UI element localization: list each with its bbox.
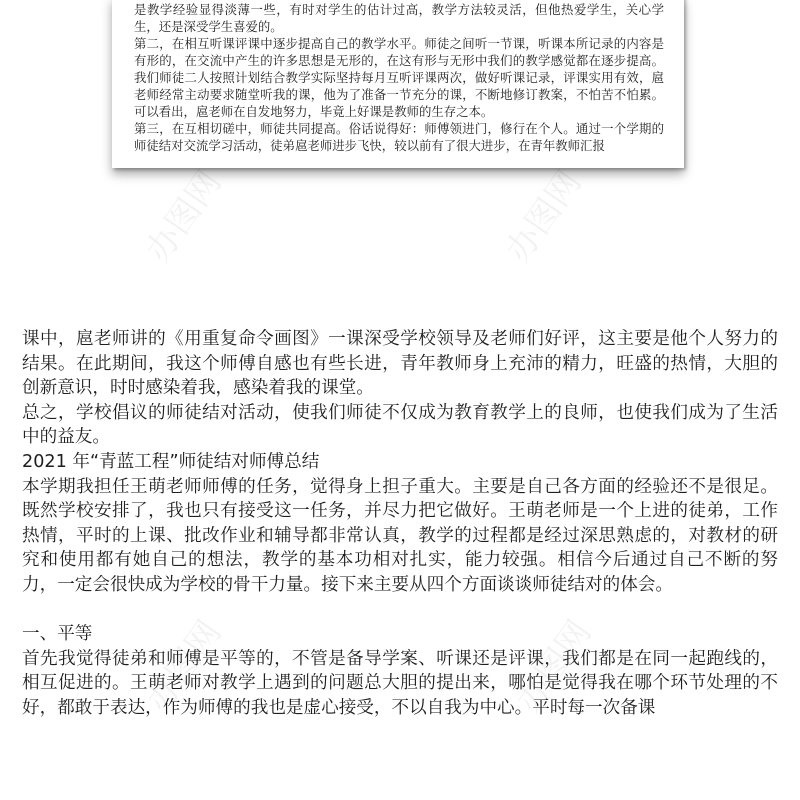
body-paragraph: 首先我觉得徒弟和师傅是平等的，不管是备导学案、听课还是评课，我们都是在同一起跑线的，相互促进的。王萌老师对教学上遇到的问题总大胆的提出来，哪怕是觉得我在哪个环节处理的不好，都敢于表达，作为师傅的我也是虚心接受，不以自我为中心。平时每一次备课 [22, 648, 778, 718]
body-paragraph: 总之，学校倡议的师徒结对活动，使我们师徒不仅成为教育教学上的良师，也使我们成为了生活中的益友。 [22, 402, 778, 448]
watermark-logo: 办图网 [508, 613, 600, 720]
document-preview-card [112, 0, 684, 168]
section-title: 2021 年“青蓝工程”师徒结对师傅总结 [22, 451, 320, 472]
preview-paragraph-1: 是教学经验显得淡薄一些，有时对学生的估计过高，教学方法较灵活，但他热爱学生，关心学生，还是深受学生喜爱的。 [134, 2, 664, 34]
blank-line [22, 598, 778, 623]
body-paragraph: 课中，扈老师讲的《用重复命令画图》一课深受学校领导及老师们好评，这主要是他个人努力的结果。在此期间，我这个师傅自感也有些长进，青年教师身上充沛的精力，旺盛的热情，大胆的创新意识，时时感染着我，感染着我的课堂。 [22, 329, 778, 399]
watermark-logo: 办图网 [498, 163, 590, 270]
watermark-logo: 办图网 [138, 613, 230, 720]
body-paragraph: 本学期我担任王萌老师师傅的任务，觉得身上担子重大。主要是自己各方面的经验还不是很足。既然学校安排了，我也只有接受这一任务，并尽力把它做好。王萌老师是一个上进的徒弟，工作热情，平时的上课、批改作业和辅导都非常认真，教学的过程都是经过深思熟虑的，对教材的研究和使用都有她自己的想法，教学的基本功相对扎实，能力较强。相信今后通过自己不断的努力，一定会很快成为学校的骨干力量。接下来主要从四个方面谈谈师徒结对的体会。 [22, 476, 778, 595]
section-heading: 一、平等 [22, 624, 93, 645]
preview-paragraph-2: 第二，在相互听课评课中逐步提高自己的教学水平。师徒之间听一节课，听课本所记录的内容是有形的，在交流中产生的许多思想是无形的，在这有形与无形中我们的教学感觉都在逐步提高。我们师徒二人按照计划结合教学实际坚持每月互听评课两次，做好听课记录，评课实用有效，扈老师经常主动要求随堂听我的课，他为了准备一节充分的课，不断地修订教案，不怕苦不怕累。可以看出，扈老师在自发地努力，毕竟上好课是教师的生存之本。 [134, 36, 664, 119]
watermark-logo: 办图网 [138, 163, 230, 270]
preview-paragraph-3: 第三，在互相切磋中，师徒共同提高。俗话说得好：师傅领进门，修行在个人。通过一个学期的师徒结对交流学习活动，徒弟扈老师进步飞快，较以前有了很大进步，在青年教师汇报 [134, 121, 664, 153]
preview-text [134, 0, 664, 154]
document-body [22, 327, 778, 721]
